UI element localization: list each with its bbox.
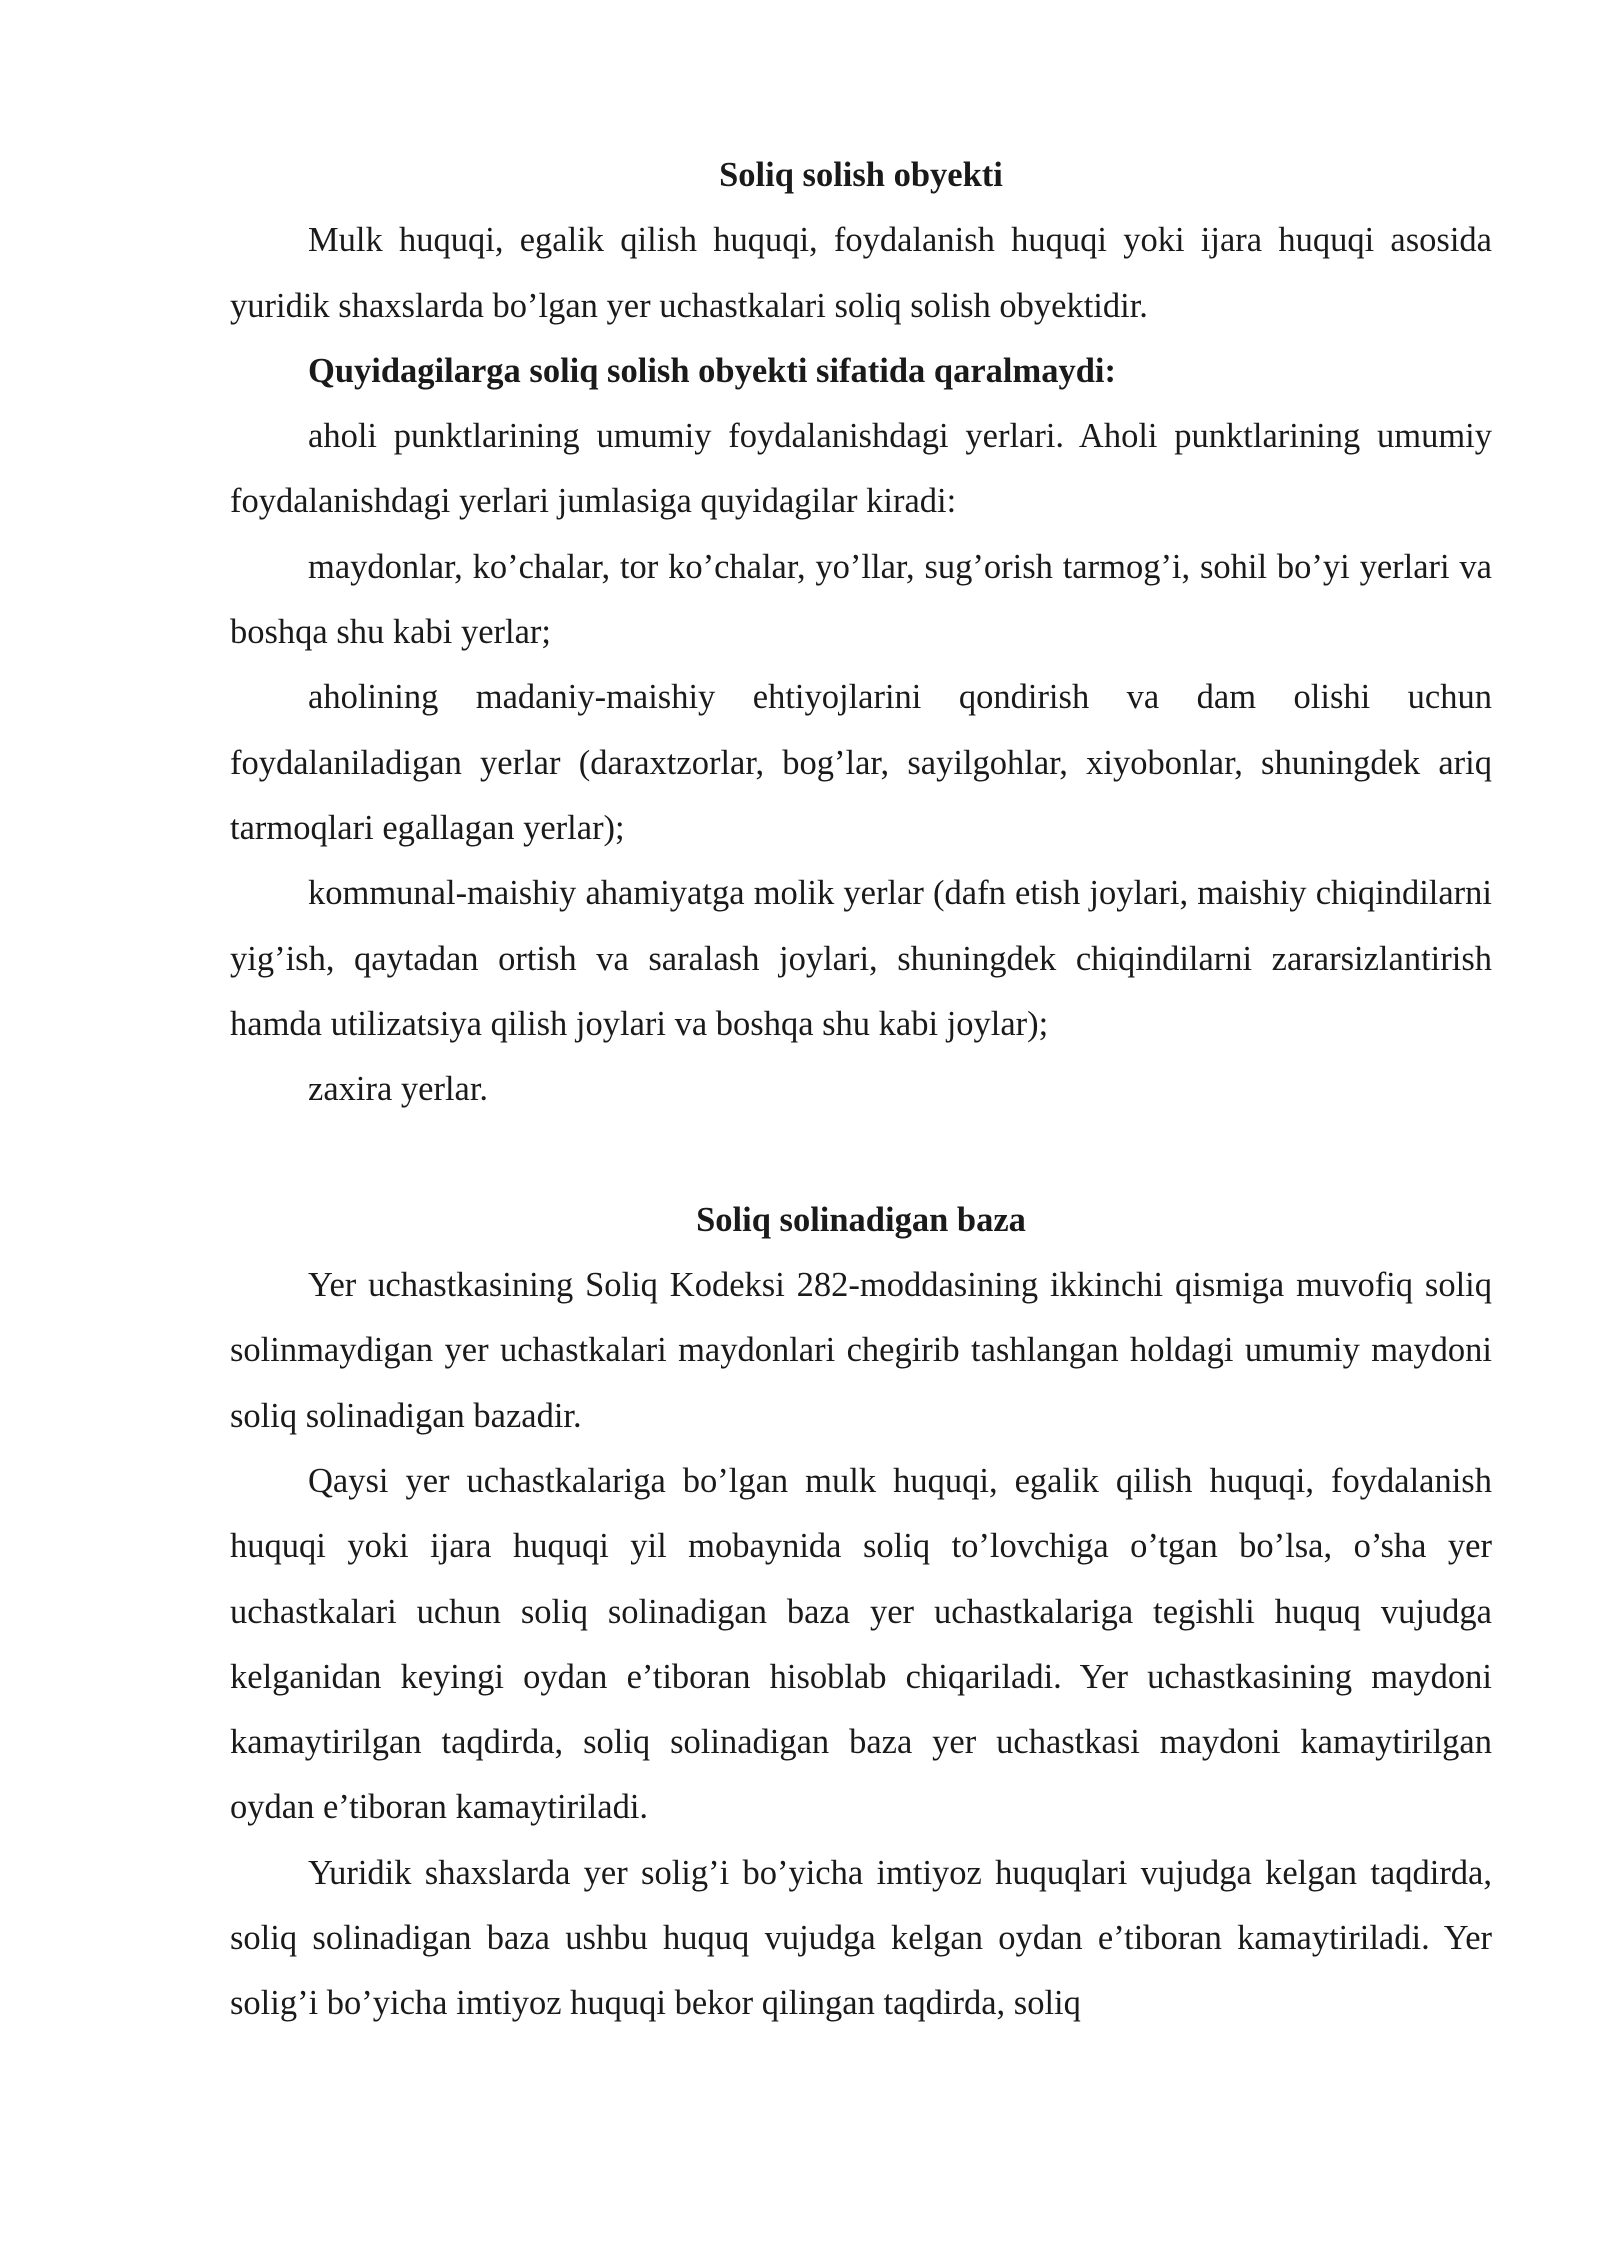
paragraph: Yer uchastkasining Soliq Kodeksi 282-moddasining ikkinchi qismiga muvofiq soliq solinmaydigan yer uchastkalari maydonlari chegirib tashlangan holdagi umumiy maydoni soliq solinadigan bazadir. [230, 1266, 1492, 1435]
paragraph: Yuridik shaxslarda yer solig’i bo’yicha imtiyoz huquqlari vujudga kelgan taqdirda, soliq solinadigan baza ushbu huquq vujudga kelgan oydan e’tiboran kamaytiriladi. Yer solig’i bo’yicha imtiyoz huquqi bekor qilingan taqdirda, soliq [230, 1853, 1492, 2023]
paragraph: maydonlar, ko’chalar, tor ko’chalar, yo’llar, sug’orish tarmog’i, sohil bo’yi yerlari va boshqa shu kabi yerlar; [230, 547, 1492, 652]
paragraph: Qaysi yer uchastkalariga bo’lgan mulk huquqi, egalik qilish huquqi, foydalanish huquqi yoki ijara huquqi yil mobaynida soliq to’lovchiga o’tgan bo’lsa, o’sha yer uchastkalari uchun soliq solinadigan baza yer uchastkalariga tegishli huquq vujudga kelganidan keyingi oydan e’tiboran hisoblab chiqariladi. Yer uchastkasining maydoni kamaytirilgan taqdirda, soliq solinadigan baza yer uchastkasi maydoni kamaytirilgan oydan e’tiboran kamaytiriladi. [230, 1461, 1492, 1827]
section-title-tax-base: Soliq solinadigan baza [696, 1200, 1026, 1239]
paragraph: aholi punktlarining umumiy foydalanishdagi yerlari. Aholi punktlarining umumiy foydalanishdagi yerlari jumlasiga quyidagilar kiradi: [230, 417, 1492, 521]
paragraph: Mulk huquqi, egalik qilish huquqi, foydalanish huquqi yoki ijara huquqi asosida yuridik shaxslarda bo’lgan yer uchastkalari soliq solish obyektidir. [230, 221, 1492, 325]
section-spacer [230, 1122, 1492, 1187]
paragraph-bold-subheading: Quyidagilarga soliq solish obyekti sifatida qaralmaydi: [308, 351, 1117, 390]
paragraph: aholining madaniy-maishiy ehtiyojlarini qondirish va dam olishi uchun foydalaniladigan yerlar (daraxtzorlar, bog’lar, sayilgohlar, xiyobonlar, shuningdek ariq tarmoqlari egallagan yerlar); [230, 678, 1492, 847]
section-title-tax-object: Soliq solish obyekti [719, 156, 1003, 194]
document-page [230, 143, 1492, 2037]
paragraph: zaxira yerlar. [308, 1070, 489, 1109]
paragraph: kommunal-maishiy ahamiyatga molik yerlar (dafn etish joylari, maishiy chiqindilarni yig’ish, qaytadan ortish va saralash joylari, shuningdek chiqindilarni zararsizlantirish hamda utilizatsiya qilish joylari va boshqa shu kabi joylar); [230, 874, 1492, 1043]
